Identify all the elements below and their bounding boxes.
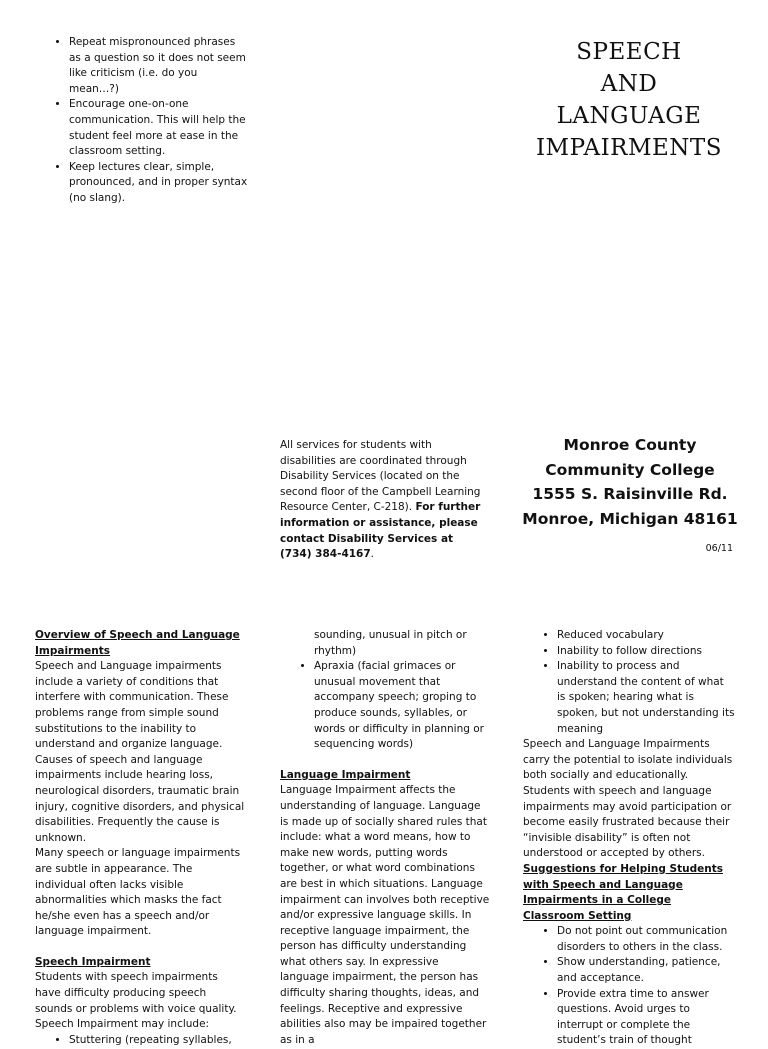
revision-date: 06/11 [705,543,733,554]
services-end: . [370,548,375,561]
title-line: IMPAIRMENTS [535,135,723,161]
language-column [280,628,490,1048]
language-impairment-heading: Language Impairment [280,768,411,781]
overview-column [35,628,245,1048]
services-contact: For further information or assistance, please contact Disability Services at (734) 384-4167 [280,501,481,561]
overview-heading: Overview of Speech and Language Impairments [35,629,240,657]
suggestions-column [523,628,735,1049]
list-item: • Show understanding, patience, and acceptance. [557,955,735,986]
suggestions-heading: Suggestions for Helping Students with Speech and Language Impairments in a College Classroom Setting [523,862,723,922]
list-item: • Apraxia (facial grimaces or unusual movement that accompany speech; groping to produce sounds, syllables, or words or difficulty in planning or sequencing words) [314,659,490,753]
list-item: • Reduced vocabulary [557,628,735,644]
list-item: • Keep lectures clear, simple, pronounced, and in proper syntax (no slang). [69,160,250,207]
list-item: • Do not point out communication disorders to others in the class. [557,924,735,955]
list-item: • Repeat mispronounced phrases as a question so it does not seem like criticism (i.e. do you mean…?) [69,35,250,97]
isolation-paragraph: Speech and Language Impairments carry the potential to isolate individuals both socially and educationally. [523,738,733,782]
list-item: • Inability to follow directions [557,644,735,660]
list-item: • Inability to process and understand the content of what is spoken; hearing what is spoken, but not understanding its meaning [557,659,735,737]
language-impairment-paragraph: Language Impairment affects the understanding of language. Language is made up of socially shared rules that include: what a word means, how to make new words, putting words together, or what word combinations are best in which situations. Language impairment can involves both receptive and/or expressive language skills. In receptive language impairment, the person has difficulty understanding what others say. In expressive language impairment, the person has difficulty sharing thoughts, ideas, and feelings. Receptive and expressive abilities also may be impaired together as in a [280,784,490,1046]
services-paragraph [280,438,485,563]
list-item: • Stuttering (repeating syllables, [69,1033,245,1049]
college-name-line2: Community College [545,460,715,479]
speech-impairment-paragraph: Students with speech impairments have difficulty producing speech sounds or problems with voice quality. [35,971,237,1015]
tips-list [35,35,250,207]
services-text: All services for students with disabilities are coordinated through Disability Services (located on the second floor of the Campbell Learning Resource Center, C-218). [280,439,481,514]
brochure-title [520,36,738,164]
speech-impairment-intro: Speech Impairment may include: [35,1018,210,1031]
list-item: • Encourage one-on-one communication. This will help the student feel more at ease in the classroom setting. [69,97,250,159]
college-address [520,433,740,531]
title-line: AND [600,71,658,97]
participation-paragraph: Students with speech and language impairments may avoid participation or become easily frustrated because their “invisible disability” is often not understood or accepted by others. [523,784,732,860]
speech-impairment-heading: Speech Impairment [35,955,151,968]
subtle-paragraph: Many speech or language impairments are subtle in appearance. The individual often lacks visible abnormalities which masks the fact he/she even has a speech and/or language impairment. [35,847,241,938]
title-line: SPEECH [576,39,682,65]
continued-text: sounding, unusual in pitch or rhythm) [314,629,467,657]
title-line: LANGUAGE [556,103,702,129]
overview-paragraph: Speech and Language impairments include a variety of conditions that interfere with communication. These problems range from simple sound substitutions to the inability to understand and organize language. Causes of speech and language impairments include hearing loss, neurological disorders, traumatic brain injury, cognitive disorders, and physical disabilities. Frequently the cause is unknown. [35,660,245,844]
street-address: 1555 S. Raisinville Rd. [532,485,728,503]
list-item: • Provide extra time to answer questions. Avoid urges to interrupt or complete the student’s train of thought [557,987,735,1049]
college-name-line1: Monroe County [563,436,697,454]
city-state-zip: Monroe, Michigan 48161 [522,509,738,528]
